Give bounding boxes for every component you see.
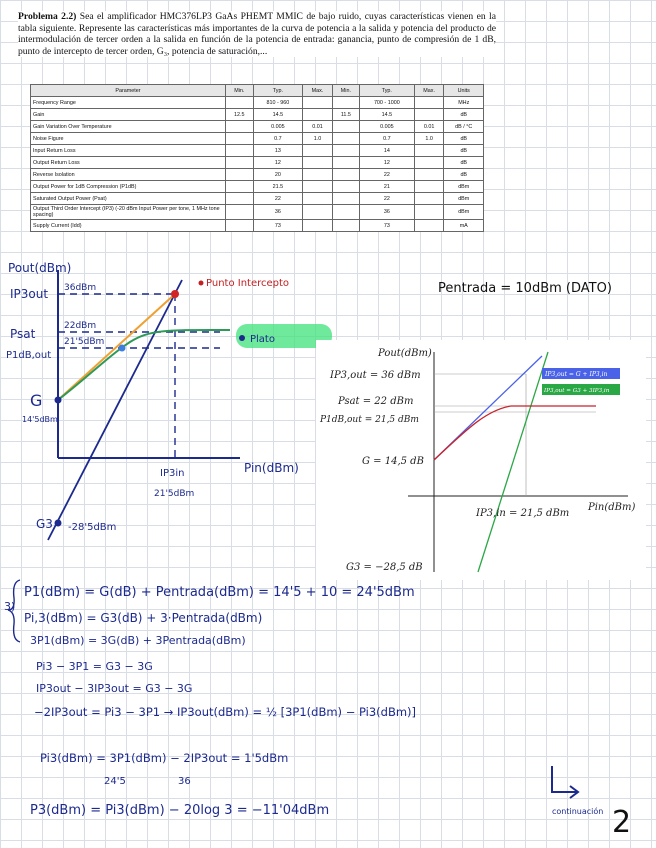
punto-intercepto-label: Punto Intercepto — [206, 278, 290, 289]
sketch-g-value: 14'5dBm — [22, 415, 58, 424]
table-cell: dBm — [444, 193, 484, 205]
plot-ip3-label: IP3,out = 36 dBm — [330, 370, 421, 381]
table-cell: 14.5 — [253, 109, 303, 121]
sketch-ip3in-label: IP3in — [160, 468, 185, 479]
table-cell: 11.5 — [332, 109, 359, 121]
sketch-ip3out-label: IP3out — [10, 287, 49, 301]
table-header-cell: Min. — [226, 85, 254, 97]
table-cell: dB — [444, 157, 484, 169]
specs-table — [30, 84, 484, 232]
table-cell — [226, 220, 254, 232]
table-cell: dBm — [444, 181, 484, 193]
table-cell: 13 — [253, 145, 303, 157]
eq-4: Pi3 − 3P1 = G3 − 3G — [36, 660, 153, 673]
table-cell — [332, 121, 359, 133]
sketch-g3-label: G3 — [36, 517, 53, 531]
table-cell: Output Return Loss — [31, 157, 226, 169]
table-row — [31, 133, 484, 145]
problem-heading: Problema 2.2) — [18, 11, 77, 22]
power-plot — [316, 340, 646, 580]
sketch-ip3out-value: 36dBm — [64, 283, 97, 293]
table-header-cell: Units — [444, 85, 484, 97]
table-row — [31, 181, 484, 193]
table-cell — [414, 220, 444, 232]
table-cell — [303, 181, 333, 193]
plot-y-label: Pout(dBm) — [378, 348, 432, 359]
table-cell — [332, 169, 359, 181]
table-cell — [226, 169, 254, 181]
plato-dot — [239, 335, 245, 341]
table-cell — [332, 145, 359, 157]
p1db-point — [119, 345, 126, 352]
plot-gain-label: G = 14,5 dB — [362, 456, 424, 467]
sketch-g-label: G — [30, 391, 43, 410]
table-cell: Gain — [31, 109, 226, 121]
table-cell: mA — [444, 220, 484, 232]
table-cell — [303, 220, 333, 232]
table-cell: dBm — [444, 205, 484, 220]
table-cell — [226, 205, 254, 220]
table-cell — [332, 193, 359, 205]
table-cell: 700 - 1000 — [359, 97, 414, 109]
table-cell: 36 — [253, 205, 303, 220]
sketch-p1db-value: 21'5dBm — [64, 337, 105, 347]
table-cell: 12.5 — [226, 109, 254, 121]
sketch-y-label: Pout(dBm) — [8, 261, 72, 275]
table-cell: 0.005 — [253, 121, 303, 133]
table-cell: dB — [444, 169, 484, 181]
table-cell — [226, 181, 254, 193]
table-cell: dB — [444, 145, 484, 157]
table-cell: Noise Figure — [31, 133, 226, 145]
table-cell: dB — [444, 109, 484, 121]
table-cell — [414, 145, 444, 157]
plot-p1db-label: P1dB,out = 21,5 dBm — [320, 415, 419, 425]
table-row — [31, 205, 484, 220]
table-cell — [414, 97, 444, 109]
table-cell — [303, 205, 333, 220]
legend-green: IP3,out = G3 + 3IP3,in — [544, 388, 610, 394]
table-cell — [414, 169, 444, 181]
table-cell: Output Third Order Intercept (IP3) (-20 dBm Input Power per tone, 1 MHz tone spacing) — [31, 205, 226, 220]
table-cell — [332, 205, 359, 220]
table-row — [31, 145, 484, 157]
plato-label: Plato — [250, 334, 275, 345]
table-cell — [332, 220, 359, 232]
table-cell: MHz — [444, 97, 484, 109]
table-cell: 36 — [359, 205, 414, 220]
plot-psat-label: Psat = 22 dBm — [338, 396, 414, 407]
table-cell — [303, 109, 333, 121]
eq-5: IP3out − 3IP3out = G3 − 3G — [36, 682, 193, 695]
table-cell: 73 — [359, 220, 414, 232]
eq-8: P3(dBm) = Pi3(dBm) − 20log 3 = −11'04dBm — [30, 803, 330, 818]
table-cell: 14 — [359, 145, 414, 157]
eq-6: −2IP3out = Pi3 − 3P1 → IP3out(dBm) = ½ [3P1(dBm) − Pi3(dBm)] — [34, 705, 417, 719]
table-cell: Gain Variation Over Temperature — [31, 121, 226, 133]
sketch-ip3in-value: 21'5dBm — [154, 489, 195, 499]
sketch-x-label: Pin(dBm) — [244, 461, 299, 475]
table-cell: 22 — [253, 193, 303, 205]
gain-line — [58, 294, 175, 400]
table-cell: 12 — [359, 157, 414, 169]
table-cell: 20 — [253, 169, 303, 181]
handwritten-equations — [0, 570, 656, 848]
continue-arrow-icon — [552, 766, 578, 798]
table-cell: Saturated Output Power (Psat) — [31, 193, 226, 205]
table-header-row — [31, 85, 484, 97]
table-cell — [303, 157, 333, 169]
table-cell — [414, 109, 444, 121]
table-cell — [414, 181, 444, 193]
table-cell: 21.5 — [253, 181, 303, 193]
table-cell: 14.5 — [359, 109, 414, 121]
table-cell: 810 - 960 — [253, 97, 303, 109]
gain-point — [55, 397, 62, 404]
table-cell — [303, 97, 333, 109]
table-row — [31, 109, 484, 121]
table-cell — [414, 205, 444, 220]
table-cell: 0.7 — [253, 133, 303, 145]
table-cell — [332, 157, 359, 169]
table-cell — [414, 193, 444, 205]
table-cell: Supply Current (Idd) — [31, 220, 226, 232]
sketch-psat-label: Psat — [10, 327, 36, 341]
table-cell: 1.0 — [303, 133, 333, 145]
table-cell: Output Power for 1dB Compression (P1dB) — [31, 181, 226, 193]
punto-intercepto-dot — [199, 281, 204, 286]
table-cell — [226, 193, 254, 205]
table-cell: 73 — [253, 220, 303, 232]
table-header-cell: Typ. — [359, 85, 414, 97]
eq-2: Pi,3(dBm) = G3(dB) + 3·Pentrada(dBm) — [24, 611, 263, 625]
legend-blue: IP3,out = G + IP3,in — [545, 371, 608, 378]
table-cell: 12 — [253, 157, 303, 169]
table-cell — [303, 193, 333, 205]
table-header-cell: Max. — [303, 85, 333, 97]
table-cell — [226, 121, 254, 133]
pentrada-label: Pentrada = 10dBm (DATO) — [438, 281, 612, 296]
table-cell — [226, 145, 254, 157]
page-number: 2 — [612, 805, 632, 840]
table-cell: Frequency Range — [31, 97, 226, 109]
table-header-cell: Parameter — [31, 85, 226, 97]
eq-7-sub1: 24'5 — [104, 776, 126, 787]
table-cell — [226, 133, 254, 145]
table-row — [31, 220, 484, 232]
table-header-cell: Max. — [414, 85, 444, 97]
eq-marker: 3) — [4, 600, 16, 613]
table-cell — [414, 157, 444, 169]
table-row — [31, 193, 484, 205]
table-cell: 0.01 — [303, 121, 333, 133]
table-header-cell: Min. — [332, 85, 359, 97]
table-cell: 21 — [359, 181, 414, 193]
table-cell: dB — [444, 133, 484, 145]
table-body — [31, 97, 484, 232]
plot-red-curve — [434, 406, 596, 460]
table-cell: dB / °C — [444, 121, 484, 133]
table-cell — [226, 157, 254, 169]
table-cell — [332, 97, 359, 109]
table-row — [31, 121, 484, 133]
plot-x-label: Pin(dBm) — [588, 502, 636, 513]
plot-ip3in-label: IP3,in = 21,5 dBm — [476, 508, 570, 519]
table-cell — [332, 181, 359, 193]
table-row — [31, 157, 484, 169]
sketch-g3-value: -28'5dBm — [68, 522, 117, 533]
table-cell: 1.0 — [414, 133, 444, 145]
eq-7: Pi3(dBm) = 3P1(dBm) − 2IP3out = 1'5dBm — [40, 751, 289, 765]
table-cell: 22 — [359, 169, 414, 181]
table-cell: 0.7 — [359, 133, 414, 145]
table-cell: Reverse Isolation — [31, 169, 226, 181]
eq-3: 3P1(dBm) = 3G(dB) + 3Pentrada(dBm) — [30, 634, 246, 647]
g3-point — [55, 520, 62, 527]
table-cell: Input Return Loss — [31, 145, 226, 157]
table-cell: 0.005 — [359, 121, 414, 133]
table-cell: 0.01 — [414, 121, 444, 133]
table-cell — [303, 169, 333, 181]
g3-line — [48, 280, 185, 540]
sketch-psat-value: 22dBm — [64, 321, 97, 331]
problem-statement — [18, 11, 496, 57]
plot-green-line — [478, 352, 548, 572]
eq-7-sub2: 36 — [178, 776, 191, 787]
eq-1: P1(dBm) = G(dB) + Pentrada(dBm) = 14'5 + 10 = 24'5dBm — [24, 585, 415, 600]
continua-label: continuación — [552, 807, 604, 816]
sketch-p1db-label: P1dB,out — [6, 350, 52, 361]
intercept-point — [171, 290, 179, 298]
table-cell — [303, 145, 333, 157]
table-cell — [226, 97, 254, 109]
table-row — [31, 97, 484, 109]
table-row — [31, 169, 484, 181]
table-header-cell: Typ. — [253, 85, 303, 97]
table-cell: 22 — [359, 193, 414, 205]
problem-text: Sea el amplificador HMC376LP3 GaAs PHEMT MMIC de bajo ruido, cuyas características vienen en la tabla siguiente. Represente las características más importantes de la curva de potencia a la salida y potencia del producto de intermodulación de tercer orden a la salida en función de la potencia de entrada: ganancia, punto de compresión de 1 dB, punto de intercepto de tercer orden, G₃, potencia de saturación,... — [18, 11, 496, 57]
table-cell — [332, 133, 359, 145]
plot-g3-label: G3 = −28,5 dB — [346, 562, 423, 573]
